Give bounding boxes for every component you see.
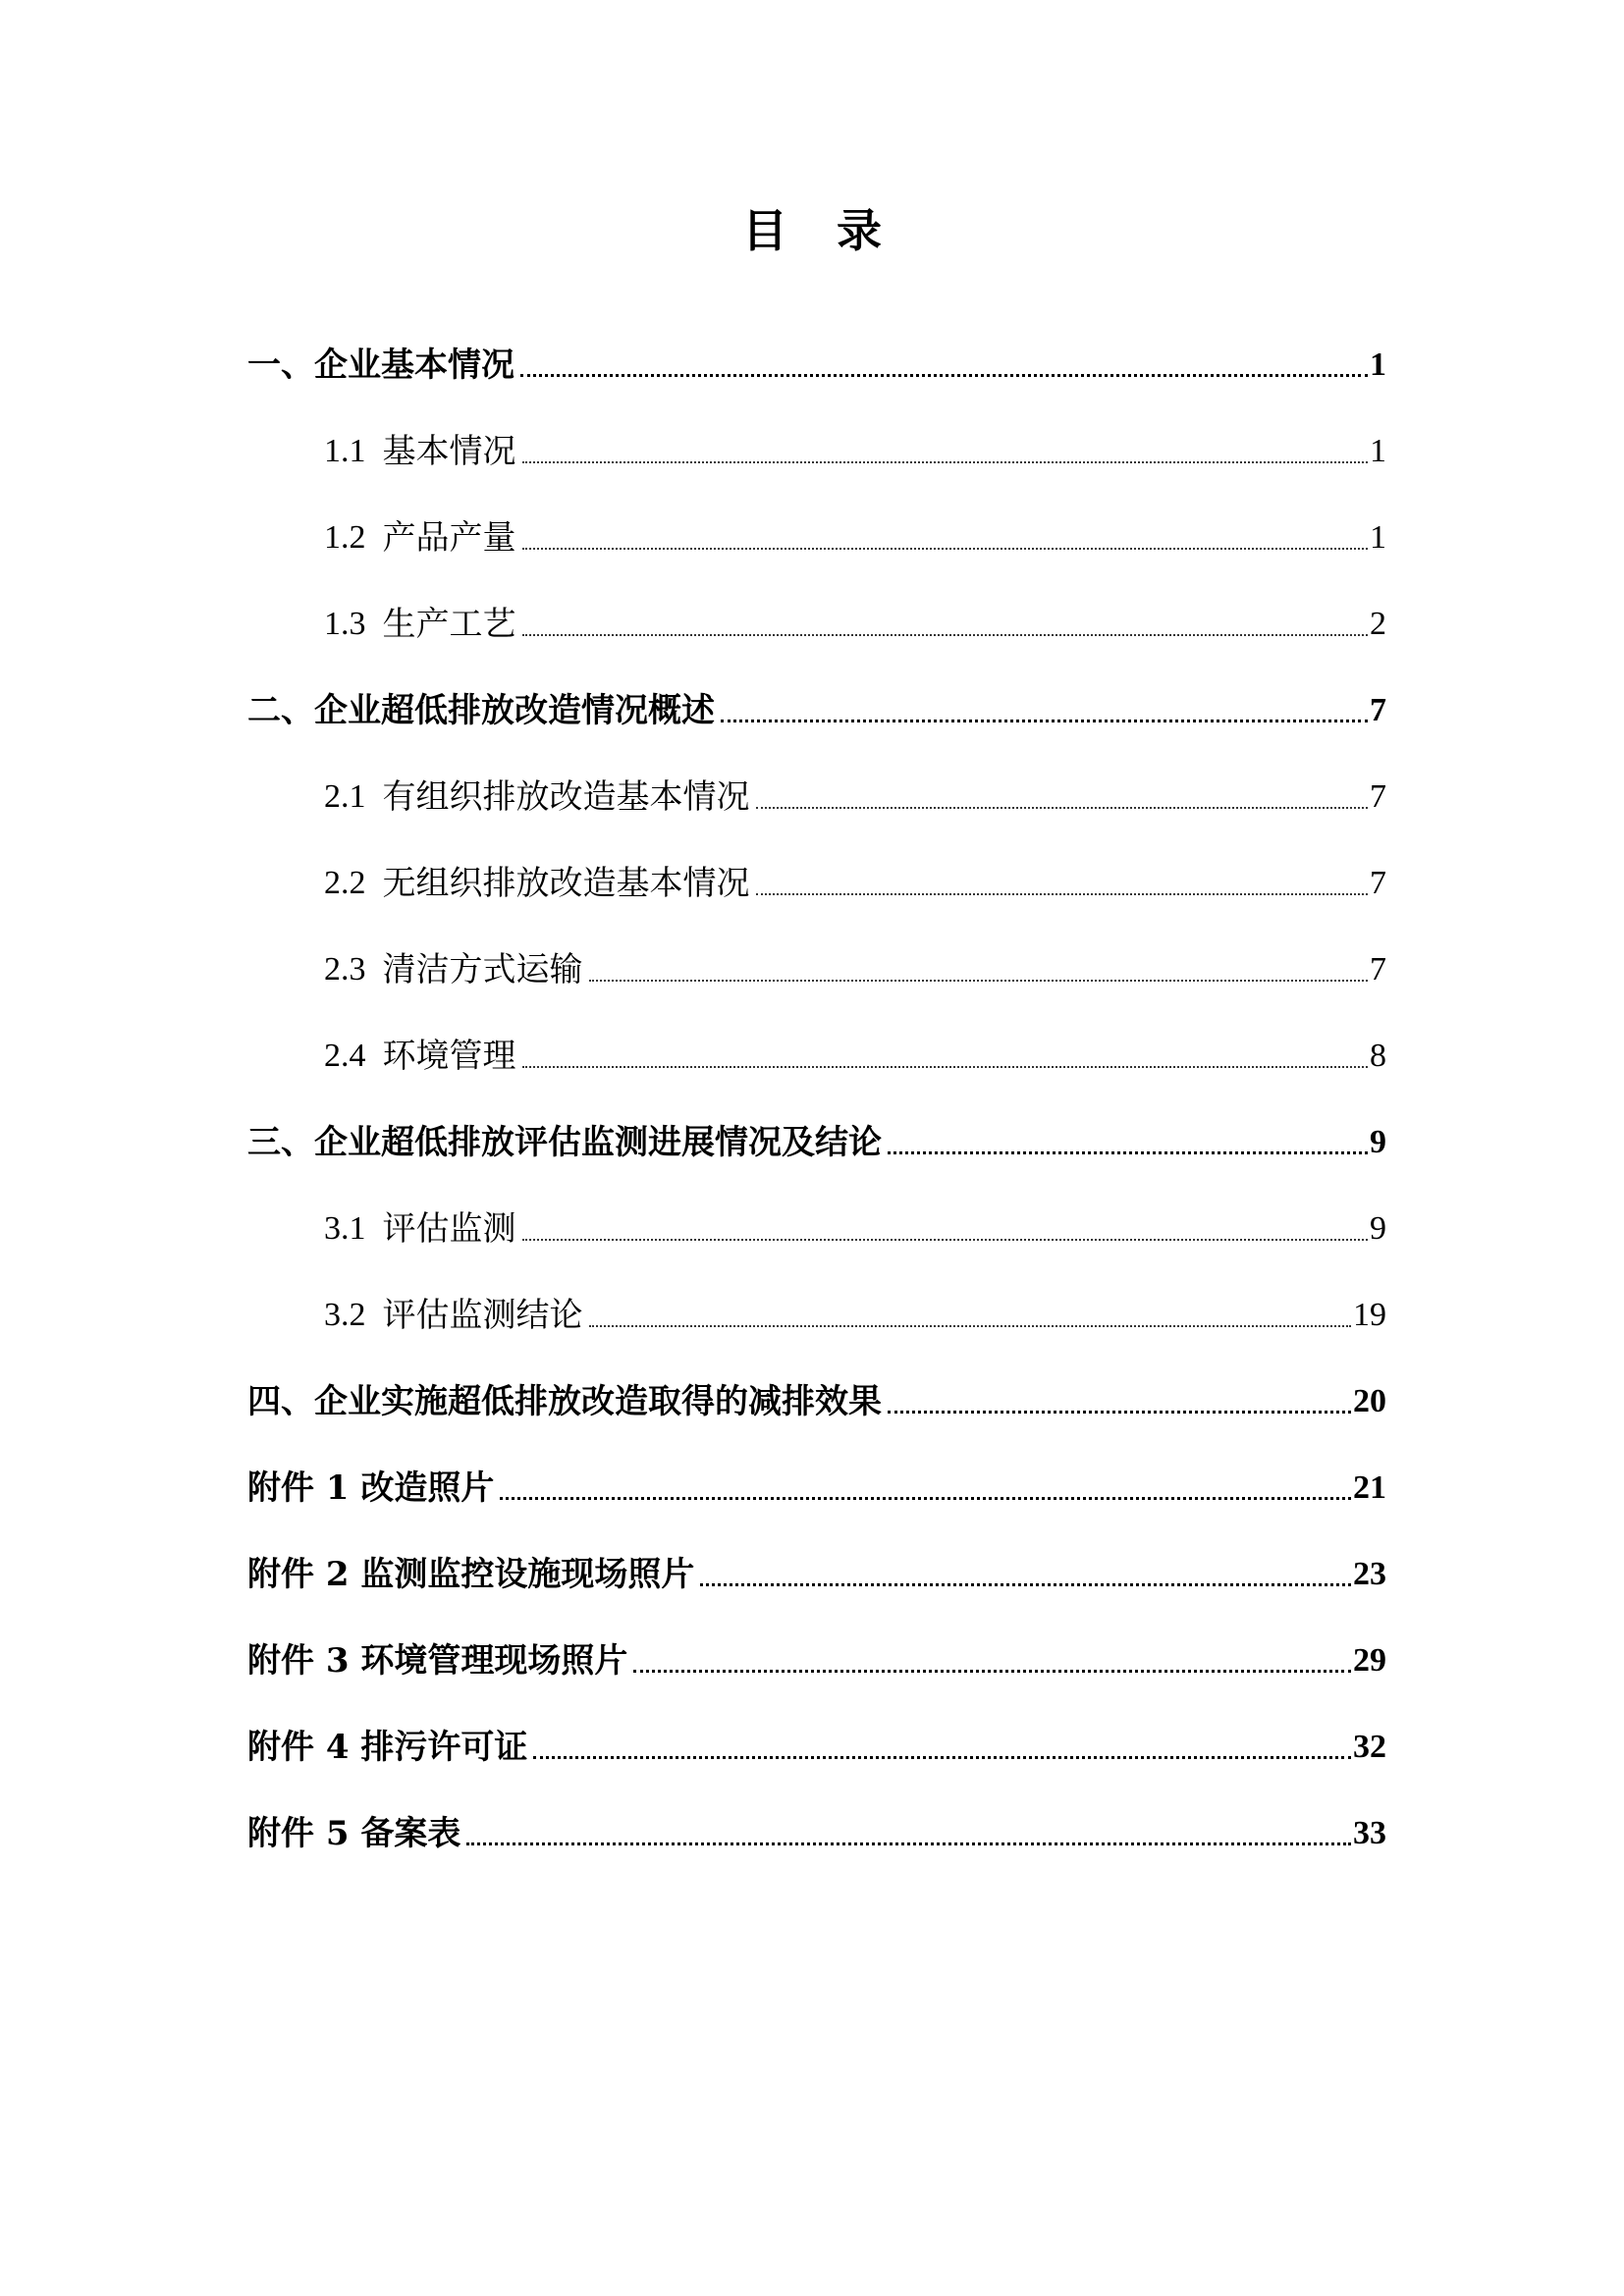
toc-dot-leader — [888, 1121, 1368, 1164]
toc-entry-page-number: 23 — [1353, 1556, 1386, 1592]
toc-entry-page-number: 7 — [1370, 692, 1386, 728]
toc-entry-page-number: 7 — [1370, 778, 1386, 815]
toc-entry-number: 1.2 — [324, 519, 383, 556]
toc-entry-page-number: 1 — [1370, 519, 1386, 556]
toc-list — [247, 322, 1386, 1877]
toc-entry[interactable] — [247, 1618, 1386, 1704]
toc-entry[interactable] — [247, 1704, 1386, 1790]
toc-entry-number: 1.3 — [324, 606, 383, 642]
toc-entry-page-number: 29 — [1353, 1642, 1386, 1679]
toc-entry-title: 附件 1 改造照片 — [247, 1468, 495, 1508]
toc-entry-title: 评估监测结论 — [382, 1296, 583, 1335]
toc-entry[interactable] — [247, 1186, 1386, 1272]
toc-entry[interactable] — [247, 581, 1386, 667]
toc-entry-page-number: 1 — [1370, 433, 1386, 469]
toc-dot-leader — [589, 948, 1369, 991]
toc-entry-number: 2.2 — [324, 865, 383, 901]
toc-entry-title: 一、企业基本情况 — [247, 346, 514, 385]
toc-entry-page-number: 9 — [1370, 1210, 1386, 1247]
toc-entry[interactable] — [247, 840, 1386, 927]
toc-entry-page-number: 7 — [1370, 865, 1386, 901]
toc-entry-number: 2.3 — [324, 951, 383, 988]
toc-entry-page-number: 21 — [1353, 1469, 1386, 1506]
toc-entry-page-number: 2 — [1370, 606, 1386, 642]
toc-entry[interactable] — [247, 1359, 1386, 1445]
toc-dot-leader — [721, 689, 1368, 732]
toc-entry-title: 基本情况 — [382, 432, 516, 471]
toc-dot-leader — [500, 1467, 1351, 1510]
toc-dot-leader — [700, 1553, 1351, 1596]
toc-entry-title: 附件 2 监测监控设施现场照片 — [247, 1555, 695, 1594]
toc-entry[interactable] — [247, 754, 1386, 840]
toc-dot-leader — [466, 1812, 1351, 1855]
toc-entry-title: 产品产量 — [382, 518, 516, 558]
toc-entry[interactable] — [247, 1272, 1386, 1359]
toc-entry-title: 三、企业超低排放评估监测进展情况及结论 — [247, 1123, 882, 1162]
toc-entry-title: 环境管理 — [382, 1037, 516, 1076]
toc-entry-title: 有组织排放改造基本情况 — [382, 777, 750, 817]
toc-entry[interactable] — [247, 1531, 1386, 1618]
toc-entry-title: 无组织排放改造基本情况 — [382, 864, 750, 903]
toc-entry-number: 2.4 — [324, 1038, 383, 1074]
toc-entry-page-number: 19 — [1353, 1297, 1386, 1333]
toc-entry-number: 3.2 — [324, 1297, 383, 1333]
toc-dot-leader — [589, 1294, 1352, 1337]
toc-dot-leader — [533, 1726, 1351, 1769]
toc-title-part1: 目 — [742, 204, 787, 257]
toc-entry[interactable] — [247, 408, 1386, 495]
toc-dot-leader — [522, 1207, 1369, 1251]
toc-entry[interactable] — [247, 495, 1386, 581]
toc-entry-page-number: 32 — [1353, 1729, 1386, 1765]
toc-entry-page-number: 9 — [1370, 1124, 1386, 1160]
toc-entry-number: 1.1 — [324, 433, 383, 469]
toc-entry-title: 附件 5 备案表 — [247, 1814, 461, 1853]
toc-dot-leader — [522, 516, 1369, 560]
toc-dot-leader — [633, 1639, 1351, 1682]
toc-entry[interactable] — [247, 322, 1386, 408]
toc-entry-title: 评估监测 — [382, 1209, 516, 1249]
toc-dot-leader — [888, 1380, 1351, 1423]
toc-entry-page-number: 7 — [1370, 951, 1386, 988]
toc-entry-page-number: 1 — [1370, 347, 1386, 383]
toc-entry-title: 二、企业超低排放改造情况概述 — [247, 691, 715, 730]
toc-entry-title: 附件 4 排污许可证 — [247, 1728, 528, 1767]
toc-entry-title: 清洁方式运输 — [382, 950, 583, 989]
toc-entry-title: 生产工艺 — [382, 605, 516, 644]
toc-dot-leader — [522, 1035, 1369, 1078]
toc-dot-leader — [520, 344, 1368, 387]
toc-entry[interactable] — [247, 927, 1386, 1013]
toc-dot-leader — [756, 862, 1369, 905]
toc-entry-title: 四、企业实施超低排放改造取得的减排效果 — [247, 1382, 882, 1421]
toc-entry[interactable] — [247, 1099, 1386, 1186]
toc-entry[interactable] — [247, 1790, 1386, 1877]
toc-dot-leader — [756, 775, 1369, 819]
toc-entry-number: 2.1 — [324, 778, 383, 815]
toc-entry-number: 3.1 — [324, 1210, 383, 1247]
toc-entry[interactable] — [247, 1013, 1386, 1099]
toc-entry-page-number: 33 — [1353, 1815, 1386, 1851]
toc-entry-title: 附件 3 环境管理现场照片 — [247, 1641, 628, 1681]
toc-title-part2: 录 — [837, 204, 882, 257]
toc-entry-page-number: 20 — [1353, 1383, 1386, 1419]
toc-entry[interactable] — [247, 1445, 1386, 1531]
toc-entry-page-number: 8 — [1370, 1038, 1386, 1074]
toc-title — [0, 201, 1624, 260]
toc-dot-leader — [522, 603, 1369, 646]
toc-dot-leader — [522, 430, 1369, 473]
toc-entry[interactable] — [247, 667, 1386, 754]
